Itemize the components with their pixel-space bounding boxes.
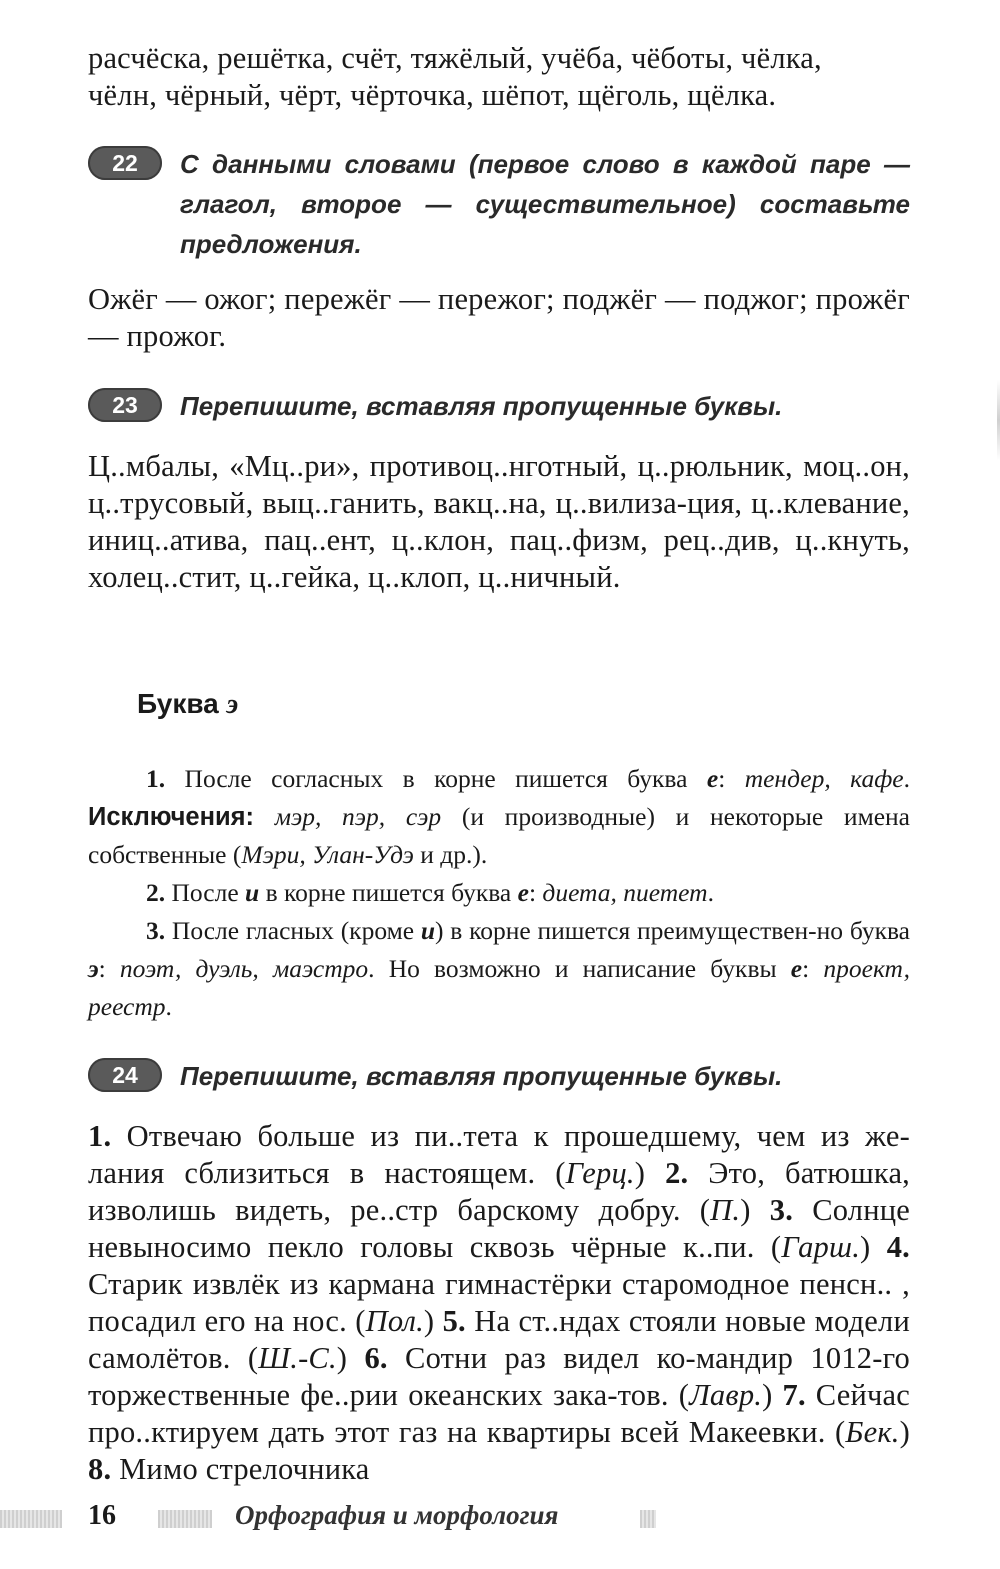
footer-decoration-middle bbox=[158, 1510, 212, 1528]
sentence-4: 4. Старик извлёк из кармана гимнастёрки старомодное пенсн.. , посадил его на нос. (Пол.) bbox=[88, 1230, 910, 1338]
exercise-22-body: Ожёг — ожог; пережёг — пережог; поджёг — поджог; прожёг — прожог. bbox=[88, 282, 910, 353]
section-heading-letter: э bbox=[226, 689, 239, 720]
exercise-23-header bbox=[88, 386, 910, 428]
exercise-task: С данными словами (первое слово в каждой паре — глагол, второе — существительное) составьте предложения. bbox=[180, 149, 910, 259]
exercise-number-badge: 24 bbox=[88, 1058, 162, 1092]
rule-3: 3. После гласных (кроме и) в корне пишется преимуществен-но буква э: поэт, дуэль, маэстро. Но возможно и написание буквы е: проект, реестр. bbox=[88, 916, 911, 1021]
sentence-6: 6. Сотни раз видел ко-мандир 1012-го торжественные фе..рии океанских зака-тов. (Лавр.) bbox=[88, 1341, 910, 1412]
page-number: 16 bbox=[88, 1500, 116, 1531]
word-list-line-1: расчёска, решётка, счёт, тяжёлый, учёба, чёботы, чёлка, bbox=[88, 41, 822, 75]
footer-decoration-left bbox=[0, 1510, 62, 1528]
exercise-22-header bbox=[88, 144, 910, 264]
exceptions-label: Исключения: bbox=[88, 803, 255, 831]
section-heading-word: Буква bbox=[137, 688, 219, 719]
word-list-line-2: чёлн, чёрный, чёрт, чёрточка, шёпот, щёголь, щёлка. bbox=[88, 78, 777, 112]
exercise-task: Перепишите, вставляя пропущенные буквы. bbox=[180, 391, 783, 421]
sentence-7: 7. Сейчас про..ктируем дать этот газ на квартиры всей Макеевки. (Бек.) bbox=[88, 1378, 911, 1449]
exercise-24-body bbox=[88, 1118, 910, 1488]
sentence-8: 8. Мимо стрелочника bbox=[88, 1452, 370, 1486]
rules-block bbox=[88, 760, 910, 1026]
footer-decoration-right bbox=[640, 1510, 656, 1528]
sentence-3: 3. Солнце невыносимо пекло головы сквозь чёрные к..пи. (Гарш.) bbox=[88, 1193, 911, 1264]
rule-2: 2. После и в корне пишется буква е: диета, пиетет. bbox=[146, 878, 714, 907]
section-heading bbox=[137, 688, 238, 721]
exercise-24-header bbox=[88, 1056, 910, 1098]
exercise-number-badge: 22 bbox=[88, 146, 162, 180]
exercise-number-badge: 23 bbox=[88, 388, 162, 422]
running-title: Орфография и морфология bbox=[235, 1500, 559, 1530]
word-list bbox=[88, 40, 910, 114]
exercise-task: Перепишите, вставляя пропущенные буквы. bbox=[180, 1061, 783, 1091]
sentence-5: 5. На ст..ндах стояли новые модели самолётов. (Ш.-С.) bbox=[88, 1304, 910, 1375]
sentence-1: 1. Отвечаю больше из пи..тета к прошедшему, чем из же-лания сблизиться в настоящем. (Герц.) bbox=[88, 1119, 910, 1190]
sentence-2: 2. Это, батюшка, изволишь видеть, ре..стр барскому добру. (П.) bbox=[88, 1156, 911, 1227]
exercise-23-body: Ц..мбалы, «Мц..ри», противоц..нготный, ц..рюльник, моц..он, ц..трусовый, выц..ганить, вакц..на, ц..вилиза-ция, ц..клевание, иниц..атива, пац..ент, ц..клон, пац..физм, рец..див, ц..кнуть, холец..стит, ц..гейка, ц..клоп, ц..ничный. bbox=[88, 449, 910, 594]
rule-1: 1. После согласных в корне пишется буква е: тендер, кафе. Исключения: мэр, пэр, сэр (и производные) и некоторые имена собственные (Мэри, Улан-Удэ и др.). bbox=[88, 764, 910, 869]
